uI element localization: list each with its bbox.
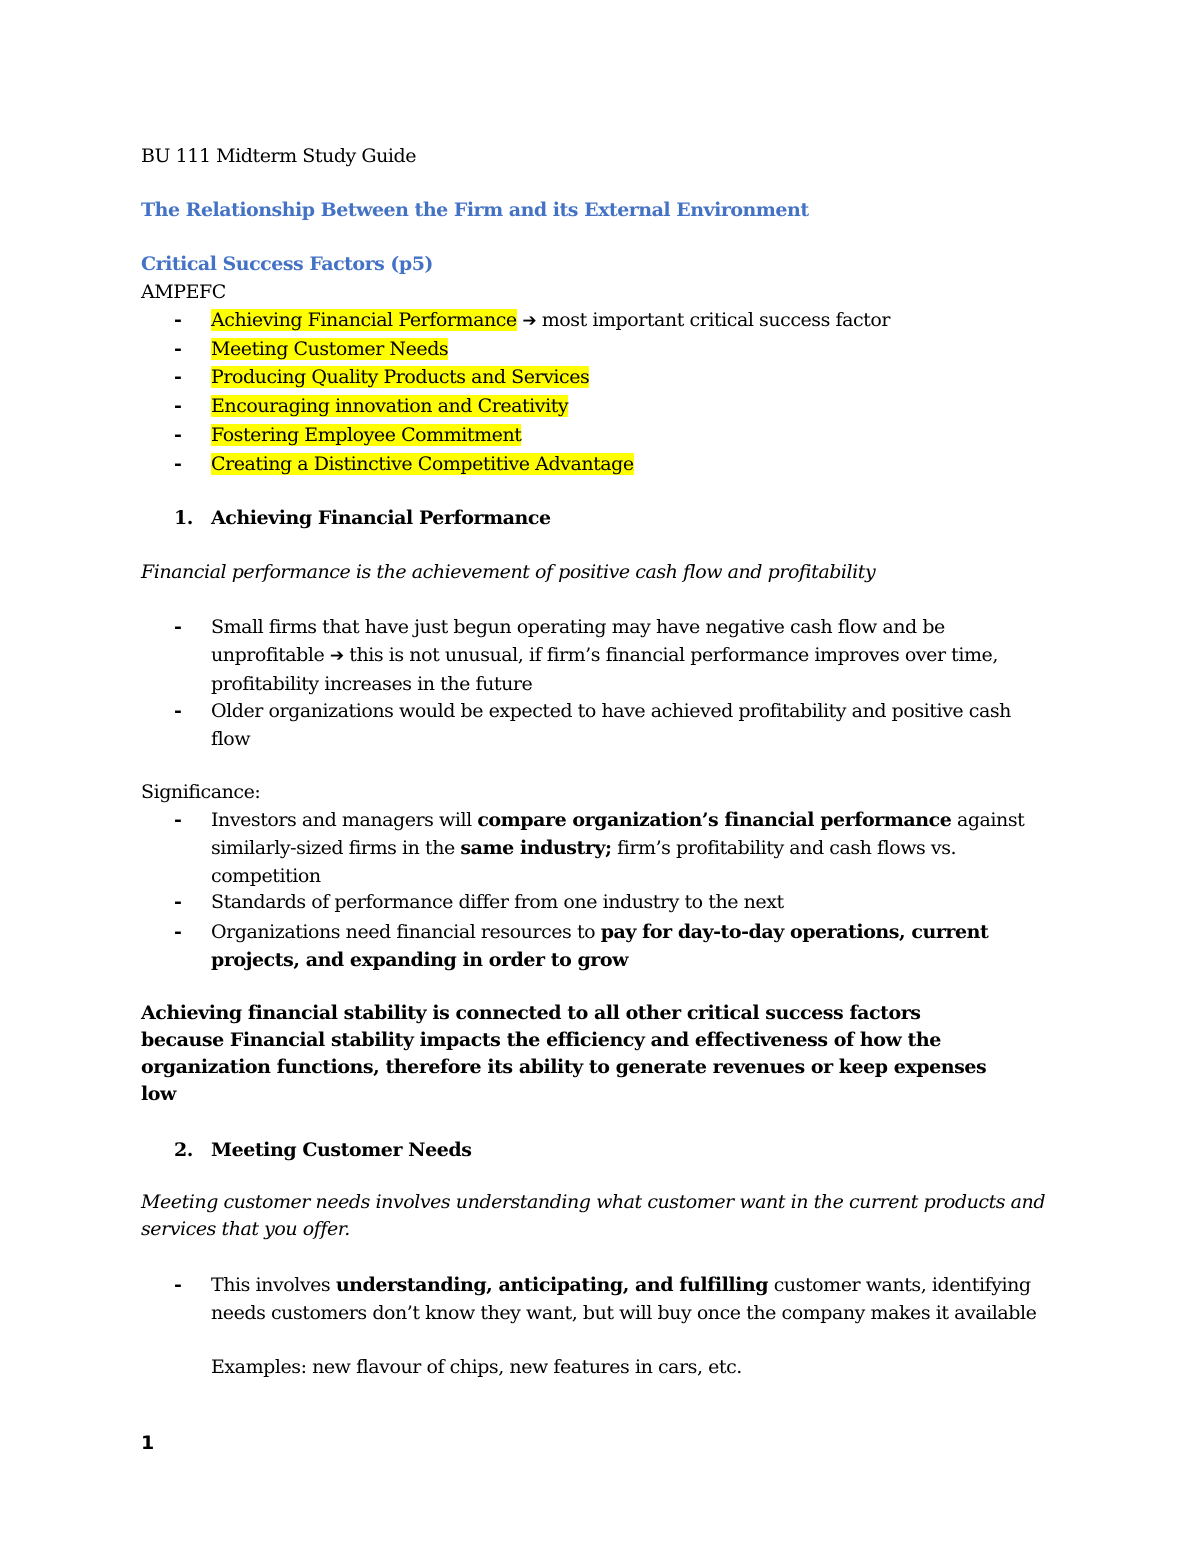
text-run: pay for day-to-day operations, current projects, and expanding in order to grow xyxy=(211,921,989,971)
subsection-heading: Critical Success Factors (p5) xyxy=(141,253,433,275)
list-item-label: Meeting Customer Needs xyxy=(211,338,449,360)
dash-bullet: - xyxy=(174,424,182,446)
page-number: 1 xyxy=(141,1432,155,1454)
dash-bullet: - xyxy=(174,616,182,638)
list-item-text: Older organizations would be expected to have achieved profitability and positive cash flow xyxy=(211,700,1011,750)
text-run: Investors and managers will xyxy=(211,809,478,831)
definition: Meeting customer needs involves understanding what customer want in the current products and services that you offer. xyxy=(141,1191,1046,1240)
acronym: AMPEFC xyxy=(141,281,226,303)
text-run: firm’s profitability and cash flows vs. competition xyxy=(211,837,957,887)
list-item-label: Encouraging innovation and Creativity xyxy=(211,395,569,417)
heading-number: 2. xyxy=(174,1139,193,1161)
text-run: understanding, anticipating, and fulfilling xyxy=(335,1274,769,1296)
dash-bullet: - xyxy=(174,338,182,360)
arrow-icon: ➔ xyxy=(329,646,344,666)
conclusion-paragraph: Achieving financial stability is connected to all other critical success factors because Financial stability impacts the efficiency and effectiveness of how the organization functions, therefore its ability to generate revenues or keep expenses low xyxy=(141,1002,987,1105)
text-run: this is not unusual, if firm’s financial performance improves over time, profitability increases in the future xyxy=(211,644,998,695)
text-run: Organizations need financial resources to xyxy=(211,921,601,943)
dash-bullet: - xyxy=(174,395,182,417)
dash-bullet: - xyxy=(174,366,182,388)
text-run: This involves xyxy=(211,1274,336,1296)
list-item-label: Fostering Employee Commitment xyxy=(211,424,522,446)
examples-text: Examples: new flavour of chips, new features in cars, etc. xyxy=(211,1356,742,1378)
list-item-label: Achieving Financial Performance xyxy=(211,309,517,331)
heading-title: Meeting Customer Needs xyxy=(211,1139,472,1161)
text-run: same industry; xyxy=(460,837,612,859)
text-run: compare organization’s financial performance xyxy=(477,809,952,831)
definition: Financial performance is the achievement of positive cash flow and profitability xyxy=(141,561,876,583)
text-run: customer wants, identifying needs customers don’t know they want, but will buy once the company makes it available xyxy=(211,1274,1037,1324)
text-run: Small firms that have just begun operating may have negative cash flow and be unprofitable xyxy=(211,616,945,666)
dash-bullet: - xyxy=(174,309,182,331)
section-heading: The Relationship Between the Firm and its External Environment xyxy=(141,199,809,221)
dash-bullet: - xyxy=(174,1274,182,1296)
heading-title: Achieving Financial Performance xyxy=(211,507,551,529)
document-title: BU 111 Midterm Study Guide xyxy=(141,145,417,167)
list-item-label: Producing Quality Products and Services xyxy=(211,366,590,388)
dash-bullet: - xyxy=(174,809,182,831)
dash-bullet: - xyxy=(174,921,182,943)
dash-bullet: - xyxy=(174,700,182,722)
list-item-label: Creating a Distinctive Competitive Advantage xyxy=(211,453,634,475)
label: Significance: xyxy=(141,781,261,803)
list-item-text: Standards of performance differ from one industry to the next xyxy=(211,891,784,913)
list-item-note: most important critical success factor xyxy=(536,309,890,331)
arrow-icon: ➔ xyxy=(522,311,537,331)
dash-bullet: - xyxy=(174,453,182,475)
heading-number: 1. xyxy=(174,507,193,529)
dash-bullet: - xyxy=(174,891,182,913)
text-run: against similarly-sized firms in the xyxy=(211,809,1025,859)
